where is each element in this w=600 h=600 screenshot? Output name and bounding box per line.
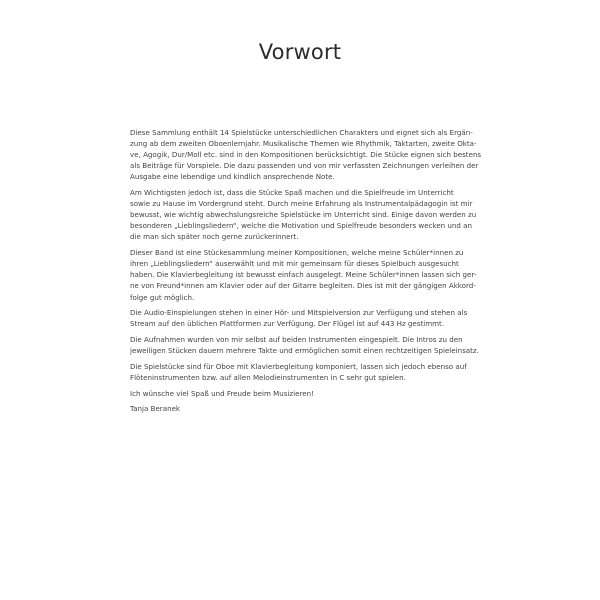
text-line: Tanja Beranek bbox=[130, 404, 181, 414]
paragraph-recordings bbox=[130, 334, 478, 356]
text-line: ihren „Lieblingsliedern“ auserwählt und mit mir gemeinsam für dieses Spielbuch ausgesucht bbox=[130, 259, 459, 269]
page-title: Vorwort bbox=[258, 40, 342, 64]
text-line: Die Spielstücke sind für Oboe mit Klavierbegleitung komponiert, lassen sich jedoch ebenso auf bbox=[130, 361, 467, 371]
text-line: Diese Sammlung enthält 14 Spielstücke unterschiedlichen Charakters und eignet sich als Ergän- bbox=[130, 128, 473, 137]
text-line: haben. Die Klavierbegleitung ist bewusst einfach ausgelegt. Meine Schüler*innen lassen sich ger- bbox=[130, 270, 477, 280]
text-line: Stream auf den üblichen Plattformen zur Verfügung. Der Flügel ist auf 443 Hz gestimmt. bbox=[130, 319, 445, 329]
text-line: jeweiligen Stücken dauern mehrere Takte und ermöglichen somit einen rechtzeitigen Spieleinsatz. bbox=[130, 346, 479, 356]
document-body bbox=[130, 127, 482, 419]
text-line: zung ab dem zweiten Oboenlernjahr. Musikalische Themen wie Rhythmik, Taktarten, zweite Okta- bbox=[130, 139, 477, 149]
text-line: Dieser Band ist eine Stückesammlung meiner Kompositionen, welche meine Schüler*innen zu bbox=[130, 248, 464, 258]
text-line: Die Audio-Einspielungen stehen in einer Hör- und Mitspielversion zur Verfügung und stehen als bbox=[130, 308, 468, 318]
text-line: Ausgabe eine lebendige und kindlich ansprechende Note. bbox=[130, 172, 335, 182]
text-line: als Beiträge für Vorspiele. Die dazu passenden und von mir verfassten Zeichnungen verleihen der bbox=[130, 161, 479, 171]
text-line: ne von Freund*innen am Klavier oder auf der Gitarre begleiten. Dies ist mit der gängigen Akkord- bbox=[130, 281, 476, 291]
text-line: besonderen „Lieblingsliedern“, welche die Motivation und Spielfreude besonders wecken und an bbox=[130, 221, 473, 231]
paragraph-audio bbox=[130, 307, 478, 329]
text-line: sowie zu Hause im Vordergrund steht. Durch meine Erfahrung als Instrumentalpädagogin ist mir bbox=[130, 199, 473, 209]
text-line: Ich wünsche viel Spaß und Freude beim Musizieren! bbox=[130, 388, 314, 398]
paragraph-intro bbox=[130, 127, 482, 182]
text-line: Am Wichtigsten jedoch ist, dass die Stücke Spaß machen und die Spielfreude im Unterricht bbox=[130, 188, 454, 198]
text-line: ve, Agogik, Dur/Moll etc. sind in den Kompositionen berücksichtigt. Die Stücke eignen sich bestens bbox=[130, 150, 482, 160]
text-line: Die Aufnahmen wurden von mir selbst auf beiden Instrumenten eingespielt. Die Intros zu den bbox=[130, 334, 463, 344]
text-line: Flöteninstrumenten bzw. auf allen Melodieinstrumenten in C sehr gut spielen. bbox=[130, 372, 406, 382]
paragraph-fun bbox=[130, 187, 478, 242]
paragraph-wishes bbox=[130, 388, 478, 399]
paragraph-instruments bbox=[130, 361, 478, 383]
text-line: bewusst, wie wichtig abwechslungsreiche Spielstücke im Unterricht sind. Einige davon werden zu bbox=[130, 210, 477, 220]
text-line: folge gut möglich. bbox=[130, 292, 195, 302]
text-line: die man sich später noch gerne zurückerinnert. bbox=[130, 232, 299, 242]
author-signature bbox=[130, 403, 478, 414]
paragraph-collection bbox=[130, 247, 478, 302]
